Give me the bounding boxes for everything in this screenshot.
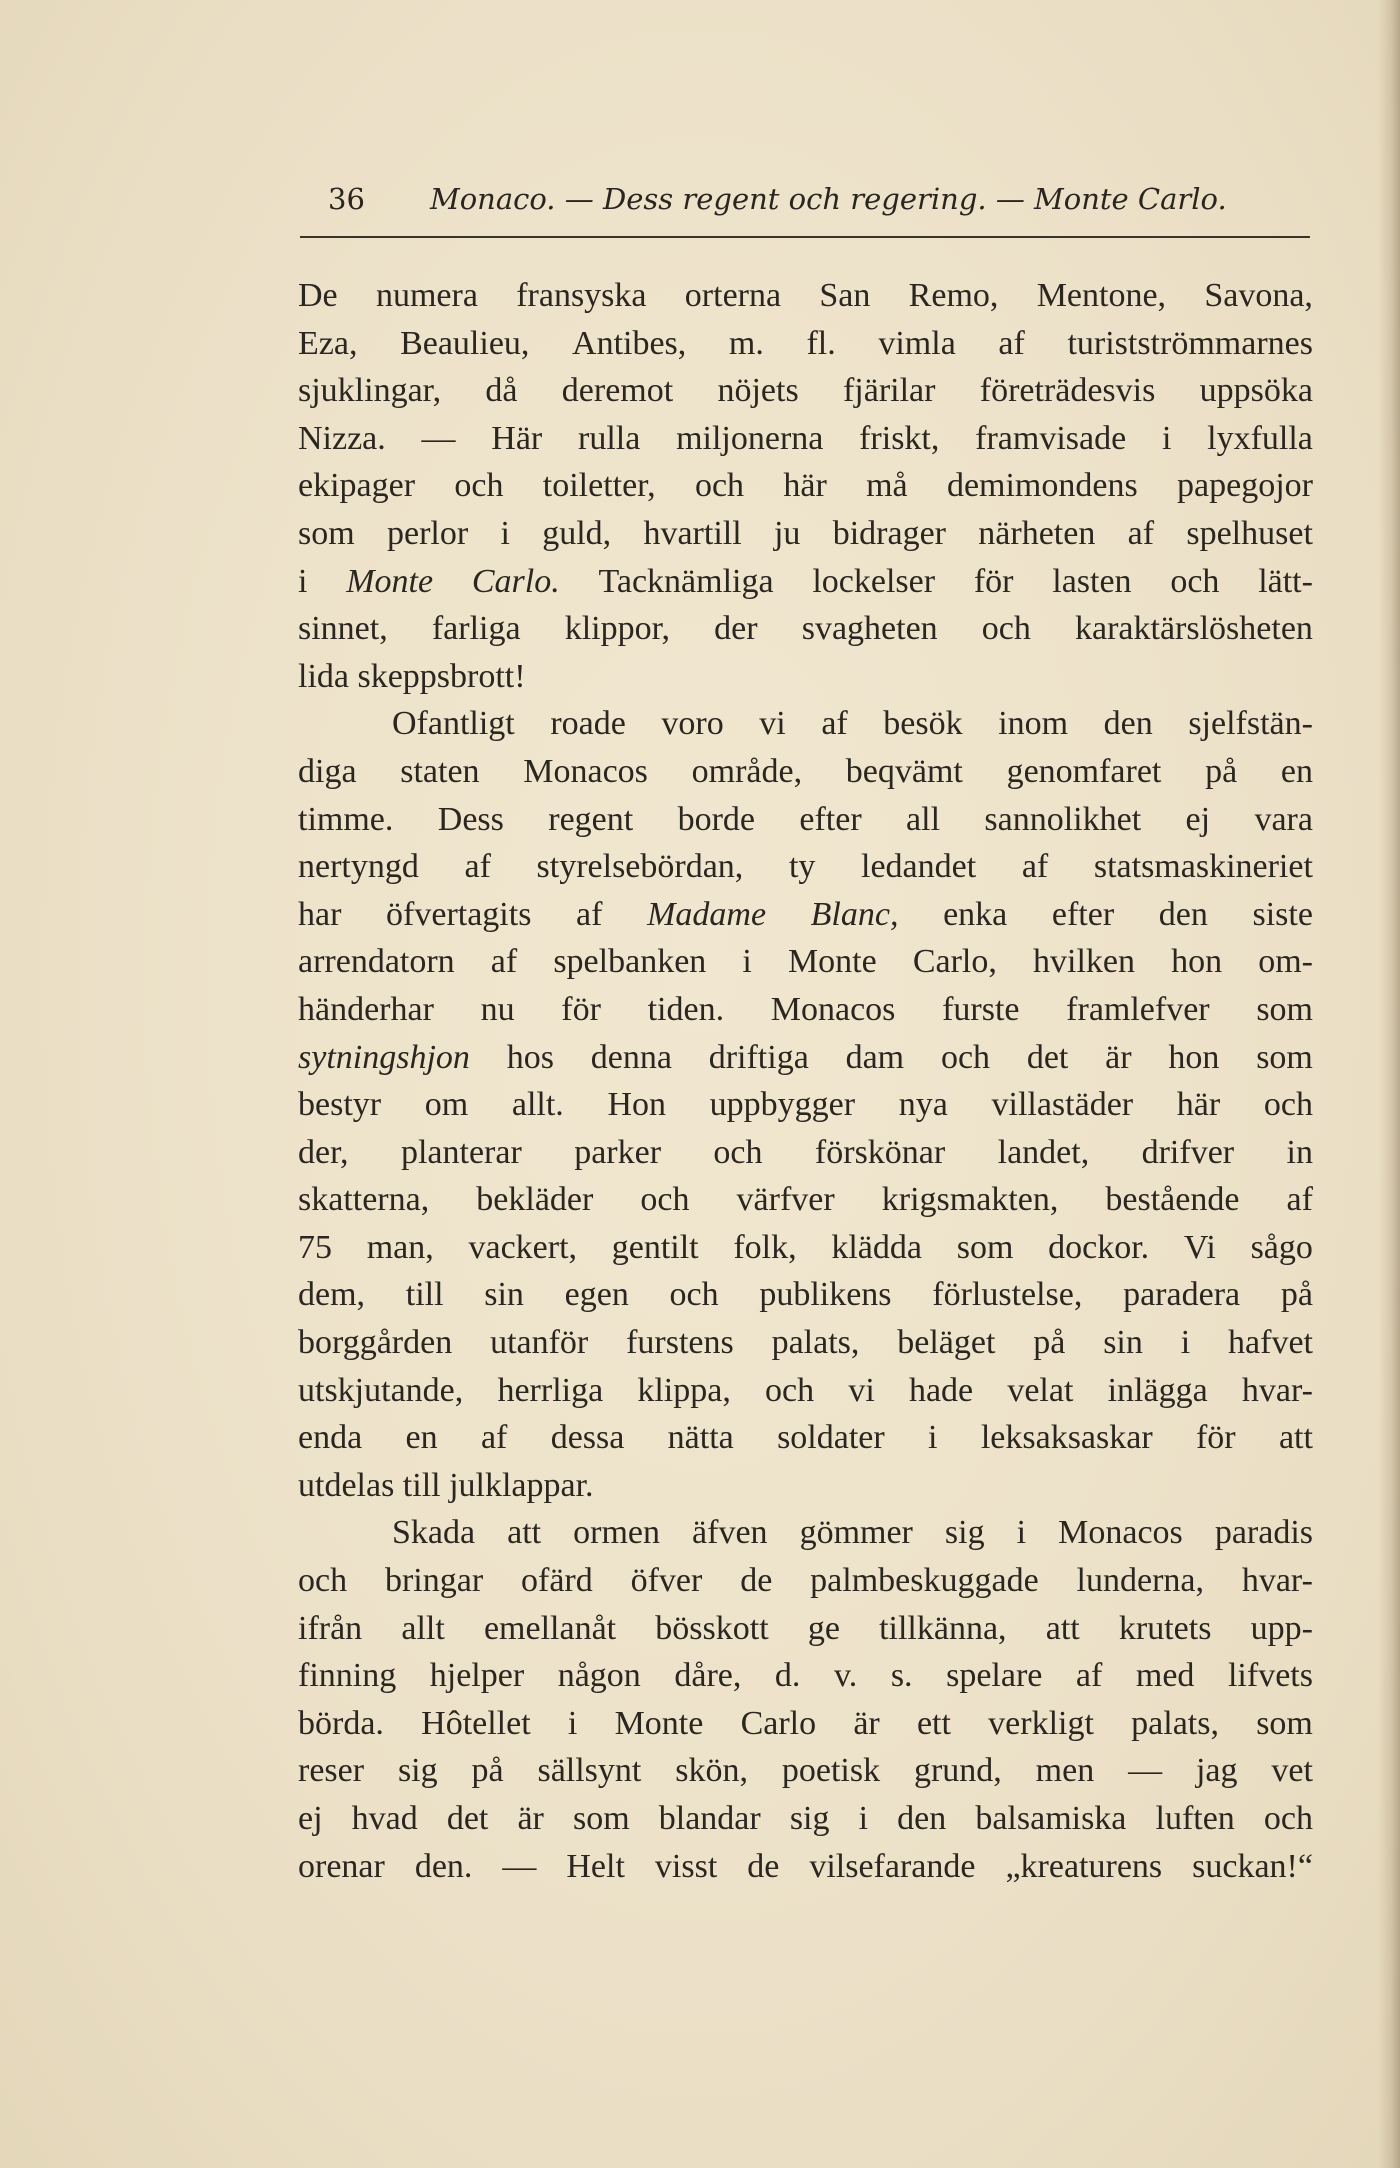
text-line: enda en af dessa nätta soldater i leksaksaskar för att [298,1419,1313,1457]
running-title: Monaco. — Dess regent och regering. — Monte Carlo. [430,182,1227,216]
text-line: som perlor i guld, hvartill ju bidrager närheten af spelhuset [298,514,1313,552]
text-line: De numera fransyska orterna San Remo, Mentone, Savona, [298,277,1313,314]
text-line: timme. Dess regent borde efter all sannolikhet ej vara [298,800,1313,838]
text-line: sjuklingar, då deremot nöjets fjärilar företrädesvis uppsöka [298,372,1313,410]
body-text [298,272,1313,1890]
text-line: diga staten Monacos område, beqvämt genomfaret på en [298,752,1313,790]
text-line: ekipager och toiletter, och här må demimondens papegojor [298,467,1313,505]
text-line: ej hvad det är som blandar sig i den balsamiska luften och [298,1800,1313,1837]
page-number: 36 [328,182,365,216]
text-line: 75 man, vackert, gentilt folk, klädda som dockor. Vi sågo [298,1228,1313,1266]
text-line: i Monte Carlo. Tacknämliga lockelser för lasten och lätt- [298,562,1313,600]
text-line: ifrån allt emellanåt bösskott ge tillkänna, att krutets upp- [298,1609,1313,1647]
text-line: utdelas till julklappar. [298,1466,594,1504]
text-line: orenar den. — Helt visst de vilsefarande „kreaturens suckan!“ [298,1847,1313,1885]
text-line: händerhar nu för tiden. Monacos furste framlefver som [298,990,1313,1028]
text-line: nertyngd af styrelsebördan, ty ledandet af statsmaskineriet [298,848,1313,886]
text-line: bestyr om allt. Hon uppbygger nya villastäder här och [298,1086,1313,1124]
paragraph [298,272,1313,700]
text-line: har öfvertagits af Madame Blanc, enka efter den siste [298,895,1313,933]
paragraph [298,700,1313,1509]
page-spine-shadow [1378,0,1400,2168]
text-line: Nizza. — Här rulla miljonerna friskt, framvisade i lyxfulla [298,419,1313,457]
text-line: utskjutande, herrliga klippa, och vi hade velat inlägga hvar- [298,1371,1313,1409]
text-line: lida skeppsbrott! [298,657,526,695]
text-line: borggården utanför furstens palats, beläget på sin i hafvet [298,1324,1313,1362]
text-line: sytningshjon hos denna driftiga dam och det är hon som [298,1038,1313,1076]
text-line: Skada att ormen äfven gömmer sig i Monacos paradis [392,1514,1313,1552]
text-line: arrendatorn af spelbanken i Monte Carlo, hvilken hon om- [298,943,1313,981]
text-line: sinnet, farliga klippor, der svagheten och karaktärslösheten [298,610,1313,648]
text-line: börda. Hôtellet i Monte Carlo är ett verkligt palats, som [298,1704,1313,1742]
header-rule [300,236,1310,238]
page-header [300,176,1315,224]
text-line: finning hjelper någon dåre, d. v. s. spelare af med lifvets [298,1657,1313,1695]
text-line: skatterna, bekläder och värfver krigsmakten, bestående af [298,1181,1313,1219]
text-line: Eza, Beaulieu, Antibes, m. fl. vimla af turistströmmarnes [298,324,1313,362]
text-line: Ofantligt roade voro vi af besök inom den sjelfstän- [392,705,1313,743]
text-line: der, planterar parker och förskönar landet, drifver in [298,1133,1313,1171]
text-line: dem, till sin egen och publikens förlustelse, paradera på [298,1276,1313,1314]
paragraph [298,1509,1313,1890]
text-line: och bringar ofärd öfver de palmbeskuggade lunderna, hvar- [298,1562,1313,1600]
text-line: reser sig på sällsynt skön, poetisk grund, men — jag vet [298,1752,1313,1790]
